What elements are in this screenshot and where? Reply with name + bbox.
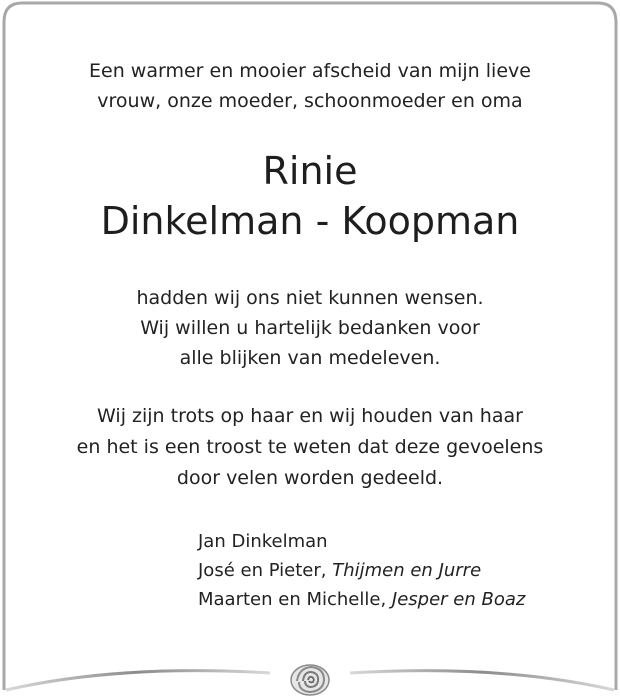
signature-children: Jesper en Boaz — [391, 589, 526, 610]
thanks-text — [0, 283, 620, 373]
intro-line: vrouw, onze moeder, schoonmoeder en oma — [97, 90, 523, 112]
signature-children: Thijmen en Jurre — [332, 560, 482, 581]
proud-text — [0, 401, 620, 494]
bottom-swoosh-right — [350, 671, 614, 690]
thanks-line: alle blijken van medeleven. — [179, 347, 441, 369]
deceased-surname: Dinkelman - Koopman — [100, 199, 520, 243]
proud-line: Wij zijn trots op haar en wij houden van haar — [97, 405, 523, 427]
bottom-swoosh-left — [6, 671, 270, 690]
intro-text — [0, 56, 620, 116]
proud-line: door velen worden gedeeld. — [176, 467, 444, 489]
signature-name: Jan Dinkelman — [198, 531, 328, 552]
signature-line — [198, 556, 598, 585]
signature-line — [198, 585, 598, 614]
intro-line: Een warmer en mooier afscheid van mijn lieve — [89, 60, 531, 82]
rose-icon — [289, 661, 331, 697]
signature-name: Maarten en Michelle, — [198, 589, 392, 610]
thanks-line: hadden wij ons niet kunnen wensen. — [136, 287, 484, 309]
deceased-first-name: Rinie — [262, 149, 358, 193]
proud-line: en het is een troost te weten dat deze gevoelens — [76, 436, 544, 458]
deceased-name — [0, 146, 620, 246]
signature-name: José en Pieter, — [198, 560, 333, 581]
signature-line — [198, 527, 598, 556]
thanks-line: Wij willen u hartelijk bedanken voor — [140, 317, 480, 339]
signatures — [198, 527, 598, 614]
